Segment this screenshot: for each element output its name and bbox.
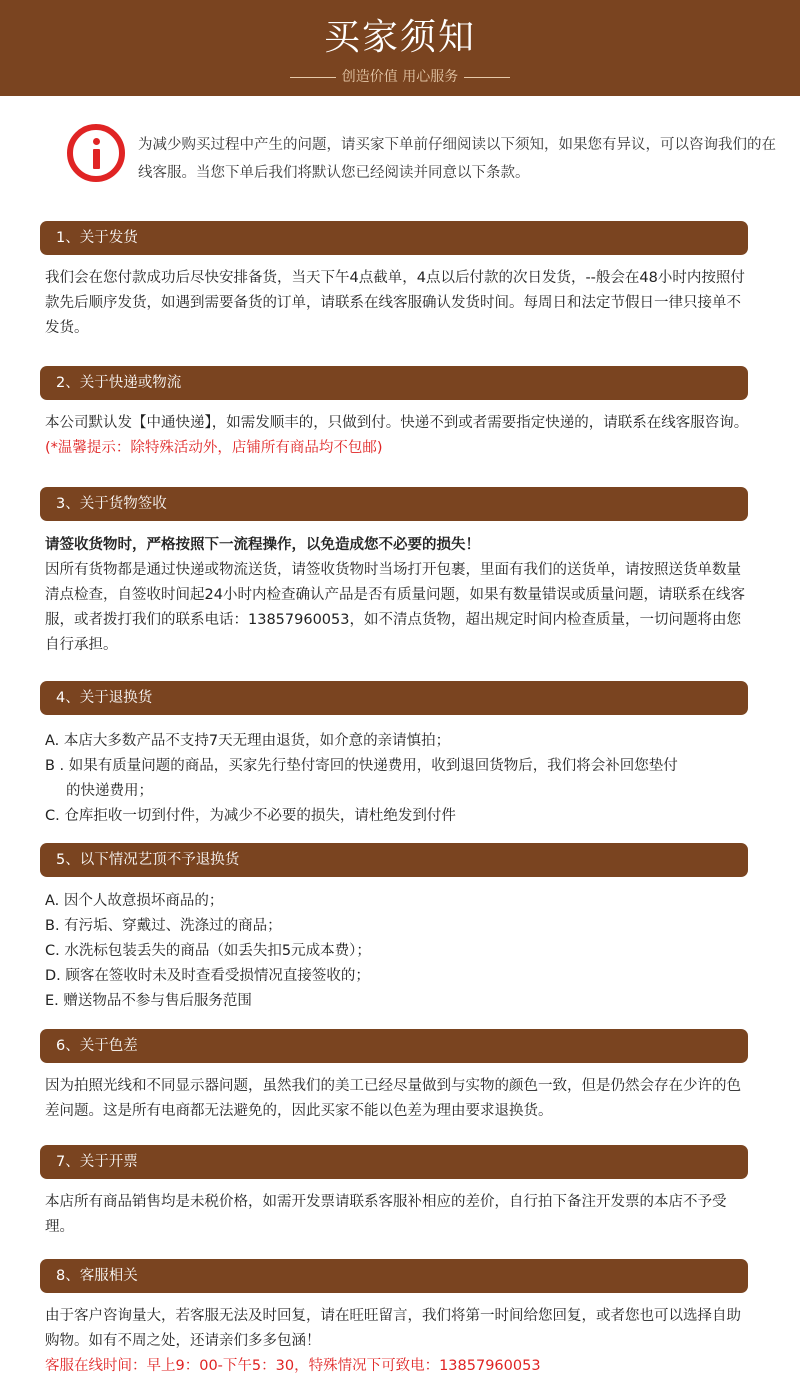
page-title: 买家须知	[323, 17, 476, 58]
section-heading-service: 8、客服相关	[40, 1259, 748, 1293]
returns-item-b: B . 如果有质量问题的商品，买家先行垫付寄回的快递费用，收到退回货物后，我们将会补回您垫付	[45, 758, 678, 774]
subtitle-rule-right	[464, 77, 510, 78]
section-body-color: 因为拍照光线和不同显示器问题，虽然我们的美工已经尽量做到与实物的颜色一致，但是仍然会存在少许的色差问题。这是所有电商都无法避免的，因此买家不能以色差为理由要求退换货。	[45, 1078, 741, 1119]
section-heading-shipping: 1、关于发货	[40, 221, 748, 255]
section-heading-returns: 4、关于退换货	[40, 681, 748, 715]
returns-item-c: C. 仓库拒收一切到付件，为减少不必要的损失，请杜绝发到付件	[45, 808, 456, 824]
section-body-shipping: 我们会在您付款成功后尽快安排备货，当天下午4点截单，4点以后付款的次日发货，--般会在48小时内按照付款先后顺序发货，如遇到需要备货的订单，请联系在线客服确认发货时间。每周日和法定节假日一律只接单不发货。	[45, 270, 745, 336]
no-returns-item-b: B. 有污垢、穿戴过、洗涤过的商品；	[45, 918, 282, 934]
service-hours: 客服在线时间：早上9：00-下午5：30，特殊情况下可致电：13857960053	[45, 1358, 541, 1374]
no-returns-item-e: E. 赠送物品不参与售后服务范围	[45, 993, 252, 1009]
section-heading-color: 6、关于色差	[40, 1029, 748, 1063]
section-body-courier	[45, 411, 755, 461]
page-header	[0, 0, 800, 96]
courier-text: 本公司默认发【中通快递】，如需发顺丰的，只做到付。快递不到或者需要指定快递的，请联系在线客服咨询。	[45, 415, 749, 431]
info-icon-bar	[93, 149, 100, 169]
section-body-returns	[45, 729, 755, 829]
section-body-service	[45, 1304, 755, 1379]
section-heading-invoice: 7、关于开票	[40, 1145, 748, 1179]
notice-text: 为减少购买过程中产生的问题，请买家下单前仔细阅读以下须知，如果您有异议，可以咨询我们的在线客服。当您下单后我们将默认您已经阅读并同意以下条款。	[138, 137, 776, 181]
signing-warning: 请签收货物时，严格按照下一流程操作，以免造成您不必要的损失！	[45, 537, 480, 553]
subtitle-text: 创造价值 用心服务	[341, 69, 459, 85]
courier-note: (*温馨提示：除特殊活动外，店铺所有商品均不包邮)	[45, 440, 383, 456]
service-text: 由于客户咨询量大，若客服无法及时回复，请在旺旺留言，我们将第一时间给您回复，或者您也可以选择自助购物。如有不周之处，还请亲们多多包涵！	[45, 1308, 741, 1349]
section-heading-no-returns: 5、以下情况艺顶不予退换货	[40, 843, 748, 877]
signing-text: 因所有货物都是通过快递或物流送货，请签收货物时当场打开包裹，里面有我们的送货单，请按照送货单数量清点检查，自签收时间起24小时内检查确认产品是否有质量问题，如果有数量错误或质量问题，请联系在线客服，或者拨打我们的联系电话：13857960053，如不清点货物，超出规定时间内检查质量，一切问题将由您自行承担。	[45, 562, 745, 653]
section-body-signing	[45, 533, 755, 658]
info-icon-dot	[93, 138, 100, 145]
no-returns-item-a: A. 因个人故意损坏商品的；	[45, 893, 224, 909]
no-returns-item-d: D. 顾客在签收时未及时查看受损情况直接签收的；	[45, 968, 370, 984]
section-heading-signing: 3、关于货物签收	[40, 487, 748, 521]
section-body-invoice: 本店所有商品销售均是未税价格，如需开发票请联系客服补相应的差价，自行拍下备注开发票的本店不予受理。	[45, 1194, 727, 1235]
section-heading-courier: 2、关于快递或物流	[40, 366, 748, 400]
section-body-no-returns	[45, 889, 755, 1014]
returns-item-a: A. 本店大多数产品不支持7天无理由退货，如介意的亲请慎拍；	[45, 733, 451, 749]
subtitle-rule-left	[290, 77, 336, 78]
page-subtitle	[0, 68, 800, 86]
no-returns-item-c: C. 水洗标包装丢失的商品（如丢失扣5元成本费）；	[45, 943, 371, 959]
info-icon	[67, 124, 125, 182]
returns-item-b-cont: 的快递费用；	[66, 783, 153, 799]
